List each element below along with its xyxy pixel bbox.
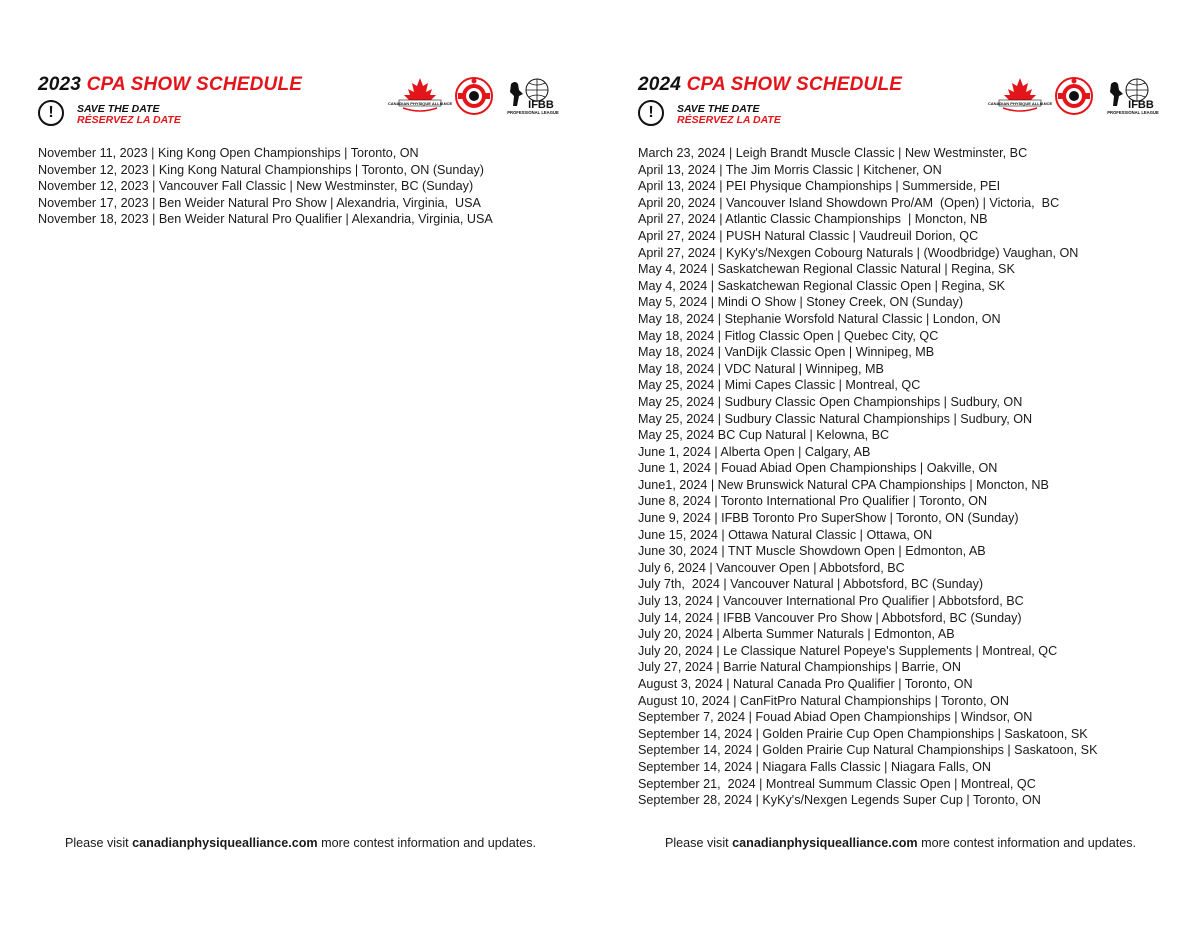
- exclamation-circle-icon: !: [38, 100, 64, 126]
- list-item: September 21, 2024 | Montreal Summum Classic Open | Montreal, QC: [638, 776, 1036, 791]
- list-item: May 18, 2024 | Fitlog Classic Open | Quebec City, QC: [638, 328, 939, 343]
- list-item: April 27, 2024 | KyKy's/Nexgen Cobourg Naturals | (Woodbridge) Vaughan, ON: [638, 245, 1079, 260]
- list-item: May 18, 2024 | VanDijk Classic Open | Winnipeg, MB: [638, 345, 935, 360]
- save-the-date-fr: RÉSERVEZ LA DATE: [677, 114, 781, 126]
- list-item: May 25, 2024 | Mimi Capes Classic | Montreal, QC: [638, 378, 921, 393]
- footer-suffix: more contest information and updates.: [317, 836, 537, 850]
- footer-note: [638, 836, 1163, 850]
- footer-note: [38, 836, 563, 850]
- cpa-maple-leaf-icon: [387, 76, 453, 116]
- list-item: May 4, 2024 | Saskatchewan Regional Classic Open | Regina, SK: [638, 278, 1006, 293]
- cpa-maple-leaf-icon: [987, 76, 1053, 116]
- list-item: September 14, 2024 | Golden Prairie Cup Natural Championships | Saskatoon, SK: [638, 743, 1098, 758]
- event-list-2024: [638, 145, 1097, 809]
- list-item: June 9, 2024 | IFBB Toronto Pro SuperShow | Toronto, ON (Sunday): [638, 511, 1019, 526]
- website-link[interactable]: canadianphysiquealliance.com: [732, 836, 918, 850]
- list-item: April 13, 2024 | PEI Physique Championships | Summerside, PEI: [638, 179, 1001, 194]
- panel-2023: [38, 0, 598, 927]
- list-item: April 20, 2024 | Vancouver Island Showdown Pro/AM (Open) | Victoria, BC: [638, 195, 1060, 210]
- footer-prefix: Please visit: [664, 836, 733, 850]
- save-the-date-en: SAVE THE DATE: [677, 103, 760, 115]
- title-text: CPA SHOW SCHEDULE: [686, 74, 903, 95]
- ifbb-logo-text: IFBB: [1128, 99, 1154, 111]
- list-item: July 14, 2024 | IFBB Vancouver Pro Show | Abbotsford, BC (Sunday): [638, 610, 1022, 625]
- list-item: June 1, 2024 | Fouad Abiad Open Championships | Oakville, ON: [638, 461, 998, 476]
- cpa-logo-text: CANADIAN PHYSIQUE ALLIANCE: [387, 101, 453, 106]
- list-item: June 15, 2024 | Ottawa Natural Classic | Ottawa, ON: [638, 527, 933, 542]
- list-item: May 25, 2024 | Sudbury Classic Open Championships | Sudbury, ON: [638, 394, 1023, 409]
- ifbb-logo-text: IFBB: [528, 99, 554, 111]
- cpa-seal-icon: [453, 76, 495, 116]
- list-item: May 25, 2024 BC Cup Natural | Kelowna, BC: [638, 428, 890, 443]
- list-item: July 27, 2024 | Barrie Natural Championships | Barrie, ON: [638, 660, 961, 675]
- list-item: September 14, 2024 | Golden Prairie Cup Open Championships | Saskatoon, SK: [638, 726, 1088, 741]
- list-item: April 27, 2024 | PUSH Natural Classic | Vaudreuil Dorion, QC: [638, 228, 979, 243]
- list-item: May 5, 2024 | Mindi O Show | Stoney Creek, ON (Sunday): [638, 295, 964, 310]
- list-item: July 20, 2024 | Le Classique Naturel Popeye's Supplements | Montreal, QC: [638, 643, 1058, 658]
- list-item: May 18, 2024 | Stephanie Worsfold Natural Classic | London, ON: [638, 311, 1001, 326]
- page-title-2023: [38, 74, 302, 96]
- list-item: June 30, 2024 | TNT Muscle Showdown Open | Edmonton, AB: [638, 544, 986, 559]
- cpa-logo-text: CANADIAN PHYSIQUE ALLIANCE: [987, 101, 1053, 106]
- list-item: August 3, 2024 | Natural Canada Pro Qualifier | Toronto, ON: [638, 677, 973, 691]
- website-link[interactable]: canadianphysiquealliance.com: [132, 836, 318, 850]
- logo-group: [987, 76, 1165, 118]
- logo-group: [387, 76, 565, 118]
- list-item: July 6, 2024 | Vancouver Open | Abbotsford, BC: [638, 560, 905, 575]
- ifbb-pro-league-icon: [1105, 76, 1161, 116]
- list-item: August 10, 2024 | CanFitPro Natural Championships | Toronto, ON: [638, 693, 1010, 708]
- panel-2024: [638, 0, 1198, 927]
- ifbb-logo-subtext: PROFESSIONAL LEAGUE: [1107, 110, 1159, 115]
- save-the-date: [38, 100, 338, 130]
- exclamation-circle-icon: !: [638, 100, 664, 126]
- title-year: 2024: [638, 74, 682, 95]
- list-item: September 28, 2024 | KyKy's/Nexgen Legends Super Cup | Toronto, ON: [638, 793, 1041, 808]
- list-item: July 7th, 2024 | Vancouver Natural | Abbotsford, BC (Sunday): [638, 577, 984, 592]
- list-item: May 18, 2024 | VDC Natural | Winnipeg, MB: [638, 361, 884, 376]
- list-item: November 12, 2023 | King Kong Natural Championships | Toronto, ON (Sunday): [38, 162, 484, 177]
- list-item: April 27, 2024 | Atlantic Classic Championships | Moncton, NB: [638, 212, 988, 227]
- page-title-2024: [638, 74, 902, 96]
- list-item: June 1, 2024 | Alberta Open | Calgary, AB: [638, 444, 871, 459]
- list-item: November 18, 2023 | Ben Weider Natural Pro Qualifier | Alexandria, Virginia, USA: [38, 212, 493, 227]
- list-item: May 4, 2024 | Saskatchewan Regional Classic Natural | Regina, SK: [638, 262, 1015, 277]
- save-the-date-en: SAVE THE DATE: [77, 103, 160, 115]
- footer-prefix: Please visit: [64, 836, 133, 850]
- title-text: CPA SHOW SCHEDULE: [86, 74, 303, 95]
- title-year: 2023: [38, 74, 82, 95]
- list-item: November 12, 2023 | Vancouver Fall Classic | New Westminster, BC (Sunday): [38, 179, 474, 194]
- ifbb-pro-league-icon: [505, 76, 561, 116]
- list-item: September 7, 2024 | Fouad Abiad Open Championships | Windsor, ON: [638, 710, 1033, 725]
- event-list-2023: [38, 145, 493, 228]
- list-item: April 13, 2024 | The Jim Morris Classic | Kitchener, ON: [638, 162, 942, 177]
- list-item: June 8, 2024 | Toronto International Pro Qualifier | Toronto, ON: [638, 494, 988, 509]
- list-item: May 25, 2024 | Sudbury Classic Natural Championships | Sudbury, ON: [638, 411, 1033, 426]
- cpa-seal-icon: [1053, 76, 1095, 116]
- list-item: September 14, 2024 | Niagara Falls Classic | Niagara Falls, ON: [638, 759, 992, 774]
- list-item: November 11, 2023 | King Kong Open Championships | Toronto, ON: [38, 146, 419, 160]
- list-item: July 13, 2024 | Vancouver International Pro Qualifier | Abbotsford, BC: [638, 594, 1024, 609]
- list-item: July 20, 2024 | Alberta Summer Naturals | Edmonton, AB: [638, 627, 955, 642]
- list-item: March 23, 2024 | Leigh Brandt Muscle Classic | New Westminster, BC: [638, 146, 1028, 160]
- list-item: November 17, 2023 | Ben Weider Natural Pro Show | Alexandria, Virginia, USA: [38, 195, 481, 210]
- save-the-date: [638, 100, 938, 130]
- save-the-date-fr: RÉSERVEZ LA DATE: [77, 114, 181, 126]
- ifbb-logo-subtext: PROFESSIONAL LEAGUE: [507, 110, 559, 115]
- footer-suffix: more contest information and updates.: [917, 836, 1137, 850]
- list-item: June1, 2024 | New Brunswick Natural CPA Championships | Moncton, NB: [638, 477, 1049, 492]
